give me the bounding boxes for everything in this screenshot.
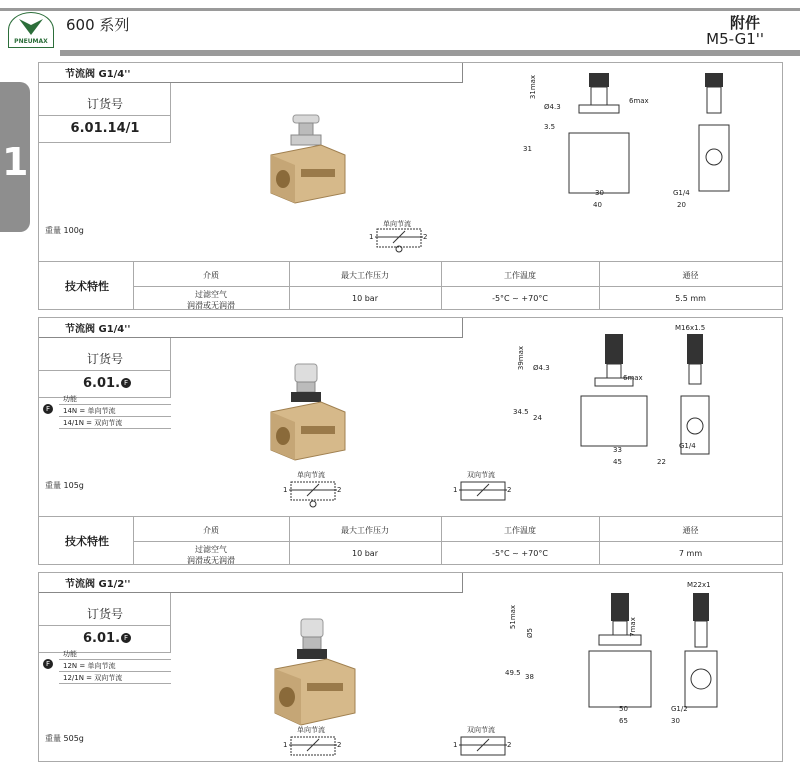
dim-knob-max: 6max	[623, 374, 643, 382]
dimension-drawing	[519, 67, 779, 217]
tech-value: 7 mm	[678, 549, 703, 558]
symbol-label: 双向节流	[467, 471, 495, 479]
section-title: 节流阀 G1/4''	[39, 318, 463, 338]
function-title: 功能	[63, 395, 77, 403]
tech-header: 通径	[682, 526, 699, 535]
section-1	[38, 62, 783, 310]
function-title: 功能	[63, 650, 77, 658]
dim-hole-height: 24	[533, 414, 542, 422]
top-rule	[0, 8, 800, 11]
dim-hole-spacing: 33	[613, 446, 622, 454]
weight: 重量 100g	[45, 226, 84, 235]
tech-value: 过滤空气 润滑或无润滑	[187, 290, 235, 310]
symbol-label: 双向节流	[467, 726, 495, 734]
tech-label: 技术特性	[65, 280, 109, 293]
port-2: 2	[337, 741, 342, 749]
symbol-unidirectional	[369, 219, 431, 255]
section-title: 节流阀 G1/4''	[39, 63, 463, 83]
category-title: 附件	[729, 14, 760, 32]
function-option: 14/1N = 双向节流	[63, 419, 123, 427]
function-marker-icon: F	[43, 404, 53, 414]
dim-hole: Ø4.3	[533, 364, 550, 372]
tech-header: 介质	[203, 271, 219, 280]
order-box	[39, 338, 171, 398]
port-2: 2	[337, 486, 342, 494]
tech-value: -5°C ~ +70°C	[492, 549, 548, 558]
dim-port: G1/4	[673, 189, 690, 197]
tech-value: -5°C ~ +70°C	[492, 294, 548, 303]
dim-hole-spacing: 30	[595, 189, 604, 197]
symbol-label: 单向节流	[383, 220, 411, 228]
symbol-unidirectional	[283, 470, 345, 510]
dim-hole: Ø4.3	[544, 103, 561, 111]
order-label: 订货号	[86, 607, 123, 621]
tech-value: 10 bar	[352, 549, 378, 558]
dim-port: G1/2	[671, 705, 688, 713]
tech-value: 过滤空气 润滑或无润滑	[187, 545, 235, 565]
order-code: 6.01.	[83, 376, 121, 391]
port-1: 1	[283, 486, 288, 494]
weight: 重量 105g	[45, 481, 84, 490]
section-3	[38, 572, 783, 762]
port-1: 1	[283, 741, 288, 749]
section-title: 节流阀 G1/2''	[39, 573, 463, 593]
dim-width: 45	[613, 458, 622, 466]
tech-header: 介质	[203, 526, 219, 535]
order-box	[39, 593, 171, 653]
function-marker-icon: F	[121, 378, 131, 388]
tech-table	[39, 261, 782, 309]
dim-body-height: 31	[523, 145, 532, 153]
tech-header: 工作温度	[504, 271, 536, 280]
tech-header: 最大工作压力	[341, 526, 389, 535]
chapter-number: 1	[2, 140, 29, 184]
dimension-drawing	[519, 577, 779, 727]
dim-height-max: 51max	[509, 604, 518, 630]
function-option: 12N = 单向节流	[63, 662, 116, 670]
section-2	[38, 317, 783, 565]
function-option: 14N = 单向节流	[63, 407, 116, 415]
dim-knob-max: 7max	[628, 617, 637, 637]
port-2: 2	[423, 233, 428, 241]
tech-header: 工作温度	[504, 526, 536, 535]
logo-text: PNEUMAX	[14, 38, 48, 45]
tech-header: 通径	[682, 271, 699, 280]
product-image	[271, 617, 361, 727]
dim-body-height: 49.5	[505, 669, 521, 677]
dim-depth: 22	[657, 458, 666, 466]
tech-label: 技术特性	[65, 535, 109, 548]
symbol-label: 单向节流	[297, 471, 325, 479]
order-label: 订货号	[86, 352, 123, 366]
order-label: 订货号	[86, 97, 123, 111]
dim-knob-max: 6max	[629, 97, 649, 105]
header-rule	[60, 50, 800, 56]
dim-height-max: 39max	[517, 345, 526, 371]
range-title: M5-G1''	[706, 30, 764, 48]
port-2: 2	[507, 741, 512, 749]
port-1: 1	[453, 741, 458, 749]
series-title: 600 系列	[66, 16, 130, 34]
function-option: 12/1N = 双向节流	[63, 674, 123, 682]
dim-depth: 20	[677, 201, 686, 209]
symbol-bidirectional	[453, 725, 515, 759]
port-1: 1	[453, 486, 458, 494]
weight: 重量 505g	[45, 734, 84, 743]
tech-value: 10 bar	[352, 294, 378, 303]
function-marker-icon: F	[121, 633, 131, 643]
dim-thread: M22x1	[687, 581, 711, 589]
dimension-drawing	[519, 322, 779, 472]
dim-hole-height: 38	[525, 673, 534, 681]
order-box	[39, 83, 171, 143]
product-image	[265, 362, 355, 462]
function-marker-icon: F	[43, 659, 53, 669]
port-2: 2	[507, 486, 512, 494]
dim-thread: M16x1.5	[675, 324, 706, 332]
dim-height-max: 31max	[529, 74, 538, 100]
order-code: 6.01.	[83, 631, 121, 646]
dim-port: G1/4	[679, 442, 696, 450]
product-image	[265, 111, 355, 206]
dim-width: 40	[593, 201, 602, 209]
port-1: 1	[369, 233, 374, 241]
dim-depth: 30	[671, 717, 680, 725]
dim-body-height: 34.5	[513, 408, 529, 416]
tech-header: 最大工作压力	[341, 271, 389, 280]
tech-value: 5.5 mm	[675, 294, 706, 303]
dim-hole: Ø5	[525, 628, 534, 638]
order-code: 6.01.14/1	[70, 121, 140, 136]
dim-width: 65	[619, 717, 628, 725]
tech-table	[39, 516, 782, 564]
symbol-bidirectional	[453, 470, 515, 510]
dim-offset: 3.5	[544, 123, 556, 131]
symbol-label: 单向节流	[297, 726, 325, 734]
symbol-unidirectional	[283, 725, 345, 759]
dim-hole-spacing: 50	[619, 705, 628, 713]
